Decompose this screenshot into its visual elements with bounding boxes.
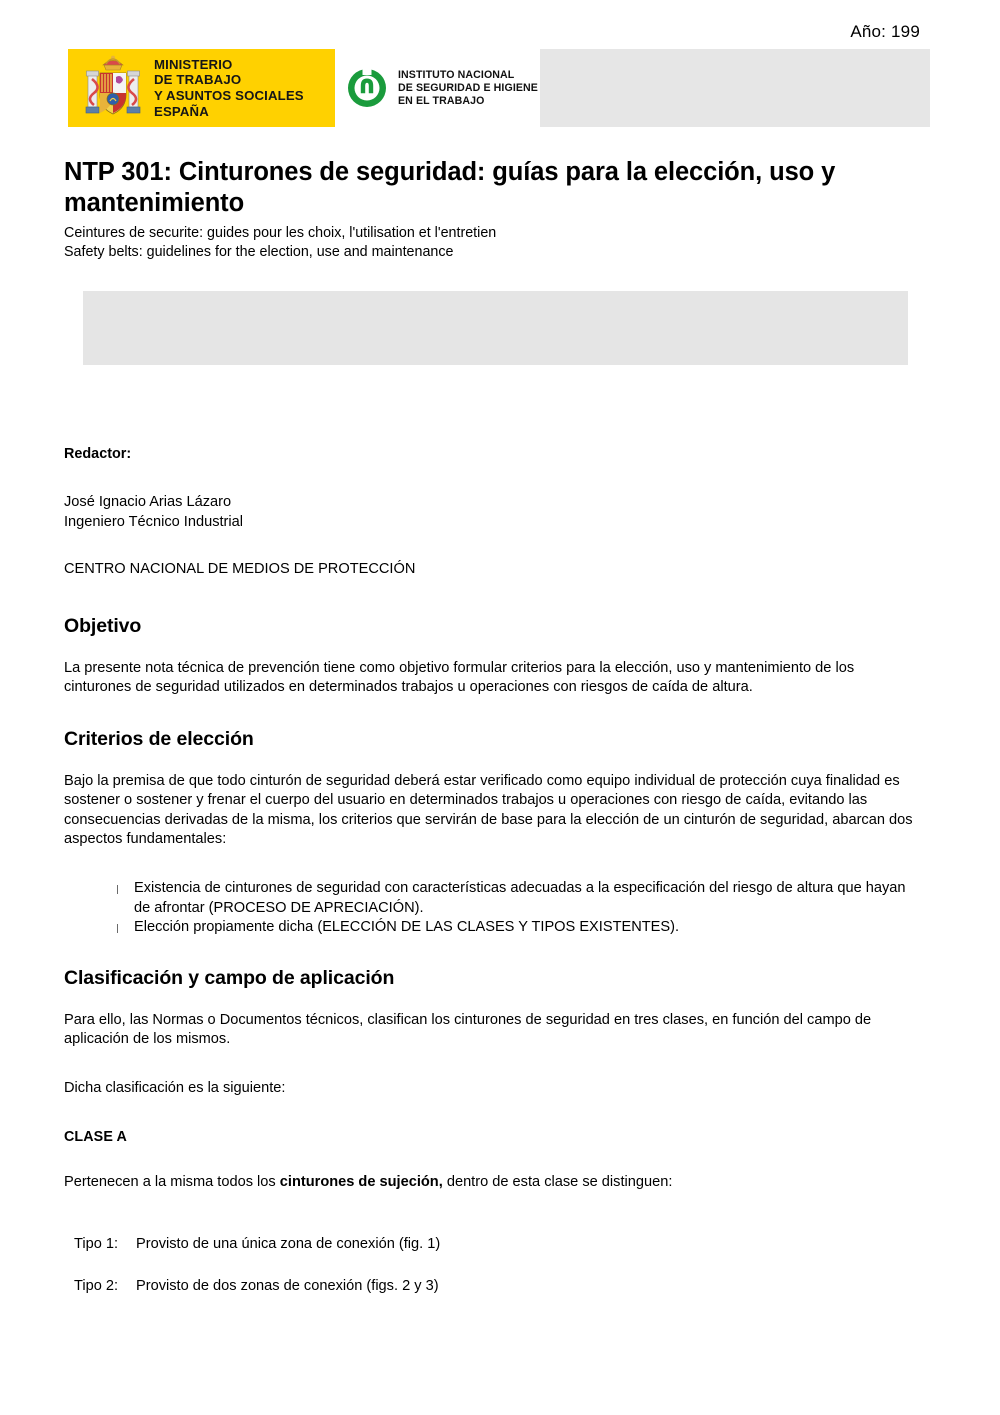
insht-ring-icon bbox=[345, 66, 389, 110]
tipo-key: Tipo 1: bbox=[74, 1236, 119, 1253]
list-item bbox=[74, 1235, 924, 1255]
ministry-logo-block bbox=[68, 49, 335, 127]
insht-logo-block bbox=[335, 49, 540, 127]
ministry-line-1: MINISTERIO bbox=[154, 56, 233, 72]
tipo-key: Tipo 2: bbox=[74, 1277, 119, 1294]
paragraph-objetivo: La presente nota técnica de prevención tiene como objetivo formular criterios para la elección, uso y mantenimiento de los cinturones de seguridad utilizados en determinados trabajos u operaciones con riesgos de caída de altura. bbox=[64, 659, 855, 696]
alternate-titles bbox=[64, 224, 924, 262]
heading-clasificacion: Clasificación y campo de aplicación bbox=[64, 966, 395, 989]
redactor-label: Redactor: bbox=[64, 446, 132, 462]
insht-line-3: EN EL TRABAJO bbox=[398, 94, 485, 107]
clase-a-label: CLASE A bbox=[64, 1128, 127, 1145]
heading-objetivo: Objetivo bbox=[64, 614, 142, 637]
ministry-logo-text bbox=[154, 57, 304, 119]
list-item: Existencia de cinturones de seguridad con características adecuadas a la especificación del riesgo de altura que hayan de afrontar (PROCESO DE APRECIACIÓN). bbox=[116, 879, 924, 918]
paragraph-clasificacion-2: Dicha clasificación es la siguiente: bbox=[64, 1080, 286, 1097]
tipo-text: Provisto de una única zona de conexión (fig. 1) bbox=[136, 1236, 441, 1253]
year-label: Año: 199 bbox=[850, 22, 920, 41]
insht-line-1: INSTITUTO NACIONAL bbox=[398, 68, 515, 81]
ministry-line-2: DE TRABAJO bbox=[154, 72, 242, 88]
clase-a-intro-after: dentro de esta clase se distinguen: bbox=[442, 1173, 673, 1190]
paragraph-clasificacion-1: Para ello, las Normas o Documentos técnicos, clasifican los cinturones de seguridad en tres clases, en función del campo de aplicación de los mismos. bbox=[64, 1011, 872, 1048]
paragraph-criterios: Bajo la premisa de que todo cinturón de seguridad deberá estar verificado como equipo individual de protección cuya finalidad es sostener o sostener y frenar el cuerpo del usuario en determinados trabajos u operaciones con riesgo de caída, evitando las consecuencias derivadas de la misma, los criterios que servirán de base para la elección de un cinturón de seguridad, abarcan dos aspectos fundamentales: bbox=[64, 772, 913, 848]
header-band-filler bbox=[540, 49, 930, 127]
author-block bbox=[64, 493, 924, 532]
tipo-text: Provisto de dos zonas de conexión (figs. 2 y 3) bbox=[136, 1277, 439, 1294]
clase-a-intro-before: Pertenecen a la misma todos los bbox=[64, 1173, 280, 1190]
clase-a-intro-strong: cinturones de sujeción, bbox=[279, 1173, 443, 1190]
author-name: José Ignacio Arias Lázaro bbox=[64, 494, 232, 510]
author-role: Ingeniero Técnico Industrial bbox=[64, 513, 244, 530]
image-placeholder bbox=[83, 291, 908, 365]
document-body bbox=[64, 445, 924, 1318]
clase-a-intro bbox=[64, 1173, 924, 1193]
spain-coat-of-arms-icon bbox=[82, 55, 144, 121]
ministry-line-4: ESPAÑA bbox=[154, 103, 209, 119]
list-item: Elección propiamente dicha (ELECCIÓN DE LAS CLASES Y TIPOS EXISTENTES). bbox=[116, 918, 924, 938]
tipo-list bbox=[64, 1235, 924, 1296]
logo-header-band bbox=[68, 49, 930, 127]
center-name: CENTRO NACIONAL DE MEDIOS DE PROTECCIÓN bbox=[64, 561, 416, 577]
heading-criterios: Criterios de elección bbox=[64, 727, 254, 750]
insht-logo-text bbox=[398, 69, 538, 108]
ministry-line-3: Y ASUNTOS SOCIALES bbox=[154, 88, 304, 103]
list-item bbox=[74, 1277, 924, 1297]
criterios-bullet-list bbox=[64, 879, 924, 938]
title-french: Ceintures de securite: guides pour les choix, l'utilisation et l'entretien bbox=[64, 225, 497, 241]
page-title: NTP 301: Cinturones de seguridad: guías para la elección, uso y mantenimiento bbox=[64, 158, 836, 218]
spacer bbox=[64, 1221, 924, 1235]
insht-line-2: DE SEGURIDAD E HIGIENE bbox=[398, 81, 538, 94]
title-english: Safety belts: guidelines for the election, use and maintenance bbox=[64, 244, 454, 260]
